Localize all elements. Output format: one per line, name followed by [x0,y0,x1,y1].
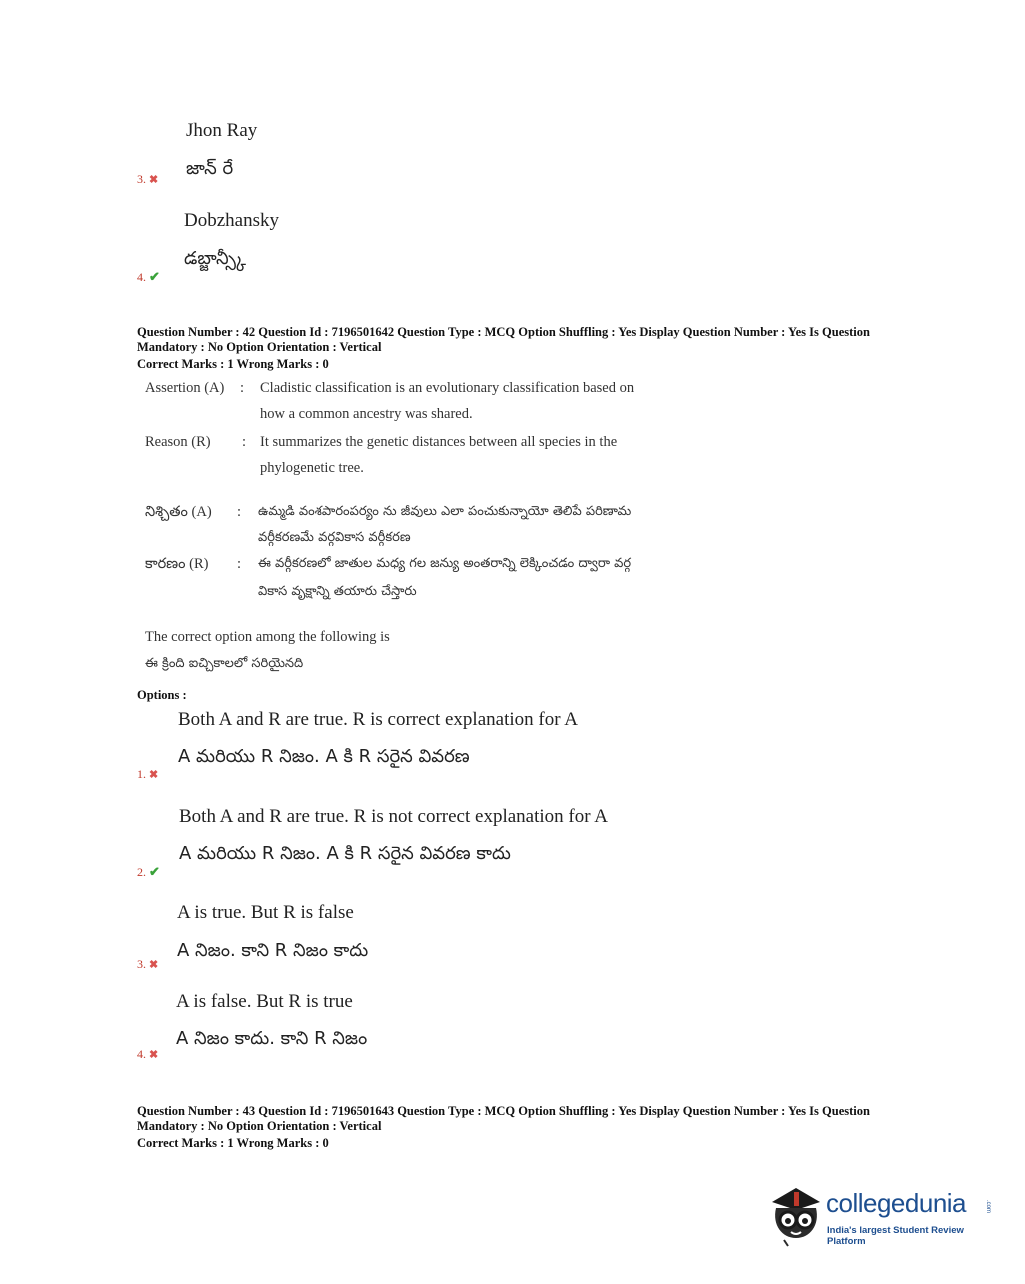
prompt-en: The correct option among the following is [145,629,390,645]
assertion-label: Assertion (A) [145,380,225,396]
q42-option-3-te: A నిజం. కాని R నిజం కాదు [177,940,369,961]
option-3-number: 3. ✖ [137,172,159,186]
reason-line-1: It summarizes the genetic distances between all species in the [260,434,618,450]
collegedunia-logo [766,1180,996,1250]
q42-option-4-en: A is false. But R is true [176,991,353,1012]
question-42-meta: Question Number : 42 Question Id : 7196501642 Question Type : MCQ Option Shuffling : Yes Display Question Number : Yes Is Question Mandatory : No Option Orientation : Vertical [137,325,870,354]
option-4-en: Dobzhansky [184,210,279,231]
assertion-te-colon: : [237,504,242,520]
question-42-marks: Correct Marks : 1 Wrong Marks : 0 [137,357,329,371]
check-icon: ✔ [149,864,160,879]
q42-option-4-number: 4. ✖ [137,1047,159,1061]
q42-option-1-number: 1. ✖ [137,767,159,781]
assertion-te-label: నిశ్చితం (A) [145,504,212,520]
q42-option-4-te: A నిజం కాదు. కాని R నిజం [176,1028,368,1049]
reason-colon: : [242,434,247,450]
reason-te-line-2: వికాస వృక్షాన్ని తయారు చేస్తారు [258,584,417,599]
reason-line-2: phylogenetic tree. [260,460,364,476]
assertion-line-1: Cladistic classification is an evolutionary classification based on [260,380,635,396]
check-icon: ✔ [149,269,160,284]
q42-option-3-en: A is true. But R is false [177,902,354,923]
prompt-te: ఈ క్రింది ఐచ్చికాలలో సరియైనది [145,656,304,671]
assertion-te-line-2: వర్గీకరణమే వర్గవికాస వర్గీకరణ [258,530,411,545]
reason-te-colon: : [237,556,242,572]
cross-icon: ✖ [149,174,159,186]
q42-option-2-number: 2. ✔ [137,864,160,879]
question-43-meta: Question Number : 43 Question Id : 7196501643 Question Type : MCQ Option Shuffling : Yes Display Question Number : Yes Is Question Mandatory : No Option Orientation : Vertical [137,1104,870,1133]
logo-dotcom: .com [985,1200,991,1214]
q42-option-1-en: Both A and R are true. R is correct explanation for A [178,709,578,730]
q42-option-1-te: A మరియు R నిజం. A కి R సరైన వివరణ [178,746,470,767]
assertion-colon: : [240,380,245,396]
question-43-marks: Correct Marks : 1 Wrong Marks : 0 [137,1136,329,1150]
cross-icon: ✖ [149,769,159,781]
option-3-en: Jhon Ray [186,120,258,141]
assertion-te-line-1: ఉమ్మడి వంశపారంపర్యం ను జీవులు ఎలా పంచుకున్నాయో తెలిపే పరిణామ [258,504,632,519]
q42-option-3-number: 3. ✖ [137,957,159,971]
mascot-icon [766,1180,826,1250]
q42-option-2-te: A మరియు R నిజం. A కి R సరైన వివరణ కాదు [179,843,511,864]
option-3-te: జాన్ రే [186,158,234,179]
assertion-line-2: how a common ancestry was shared. [260,406,473,422]
logo-tagline: India's largest Student Review Platform [827,1225,964,1247]
cross-icon: ✖ [149,1049,159,1061]
logo-wordmark: collegedunia [826,1188,967,1218]
reason-te-line-1: ఈ వర్గీకరణలో జాతుల మధ్య గల జన్యు అంతరాన్ని లెక్కించడం ద్వారా వర్గ [258,556,632,571]
option-4-te: డబ్జాన్స్కీ [184,248,246,269]
reason-te-label: కారణం (R) [145,556,209,572]
options-label: Options : [137,688,187,702]
q42-option-2-en: Both A and R are true. R is not correct explanation for A [179,806,608,827]
cross-icon: ✖ [149,959,159,971]
reason-label: Reason (R) [145,434,211,450]
option-4-number: 4. ✔ [137,269,160,284]
